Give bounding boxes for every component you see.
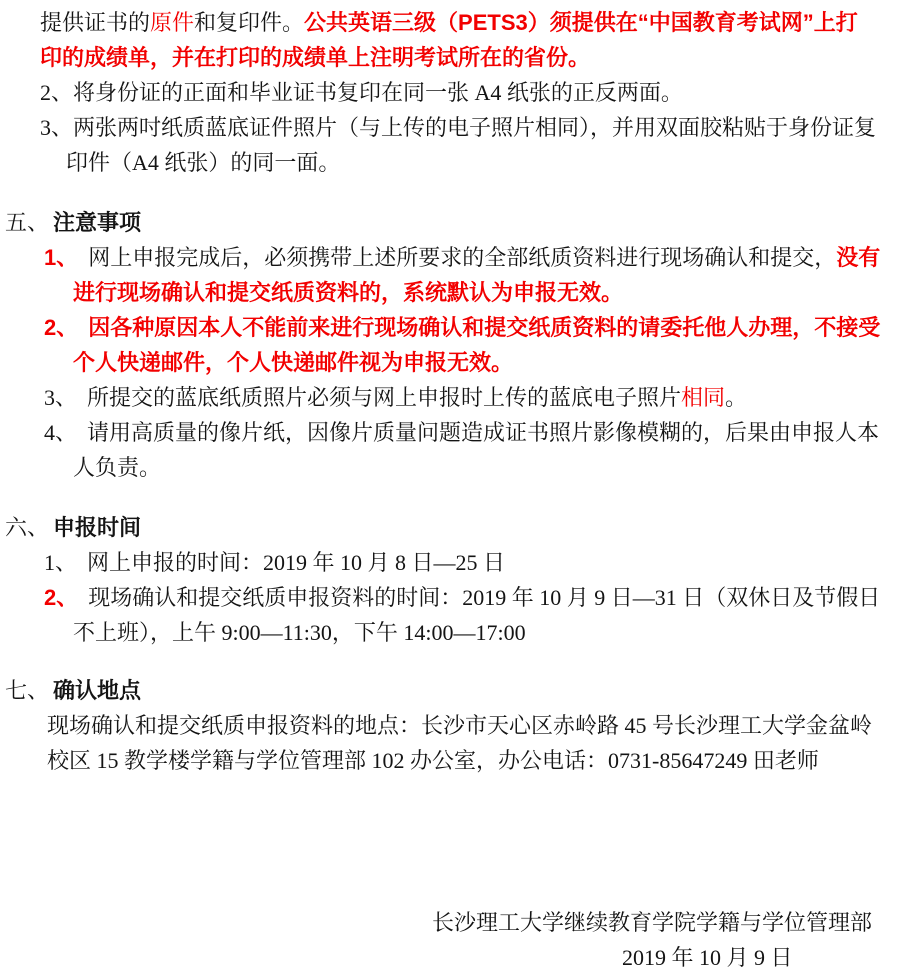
section-5-item-4-line-2: 人负责。 [73, 455, 162, 480]
intro-line-1 [0, 5, 900, 40]
item-text: 网上申报的时间：2019 年 10 月 8 日—25 日 [87, 550, 506, 575]
section-5-item-2-line-2: 个人快递邮件，个人快递邮件视为申报无效。 [73, 350, 514, 375]
section-6-item-2-line-2: 不上班），上午 9:00—11:30，下午 14:00—17:00 [73, 620, 526, 645]
section-6-number: 六、 [5, 515, 50, 540]
item-text: 现场确认和提交纸质申报资料的时间：2019 年 10 月 9 日—31 日（双休日及节假日 [88, 585, 881, 610]
intro-text: 和复印件。 [194, 10, 305, 35]
section-6-title: 申报时间 [53, 515, 142, 540]
intro-text: 提供证书的 [40, 10, 151, 35]
section-7-line-1: 现场确认和提交纸质申报资料的地点：长沙市天心区赤岭路 45 号长沙理工大学金盆岭 [47, 713, 873, 738]
item-text: 所提交的蓝底纸质照片必须与网上申报时上传的蓝底电子照片 [87, 385, 682, 410]
section-7-line-2: 校区 15 教学楼学籍与学位管理部 102 办公室，办公电话：0731-85647249 田老师 [47, 748, 819, 773]
item-number: 2、 [44, 585, 79, 610]
intro-item-2: 2、将身份证的正面和毕业证书复印在同一张 A4 纸张的正反两面。 [40, 80, 683, 105]
section-5-item-4-line-1 [0, 415, 900, 450]
item-number: 2、 [44, 315, 79, 340]
intro-line-2: 印的成绩单，并在打印的成绩单上注明考试所在的省份。 [40, 45, 591, 70]
section-6-item-1 [0, 545, 900, 580]
item-highlight-identical: 相同 [681, 385, 726, 410]
item-red-bold: 没有 [836, 245, 881, 270]
item-number: 3、 [44, 385, 78, 410]
item-text: 。 [725, 385, 748, 410]
section-6-header [0, 510, 900, 545]
section-7-number: 七、 [5, 678, 50, 703]
section-5-title: 注意事项 [53, 210, 142, 235]
intro-item-3-line-1: 3、两张两吋纸质蓝底证件照片（与上传的电子照片相同），并用双面胶粘贴于身份证复 [40, 115, 877, 140]
intro-item-3-line-2: 印件（A4 纸张）的同一面。 [66, 150, 341, 175]
intro-red-bold: 公共英语三级（PETS3）须提供在“中国教育考试网”上打 [304, 10, 858, 35]
section-5-item-3 [0, 380, 900, 415]
signature-date: 2019 年 10 月 9 日 [622, 945, 793, 970]
item-number: 1、 [44, 550, 78, 575]
section-7-title: 确认地点 [53, 678, 142, 703]
intro-highlight-original: 原件 [150, 10, 195, 35]
item-text: 网上申报完成后，必须携带上述所要求的全部纸质资料进行现场确认和提交， [88, 245, 837, 270]
section-5-item-1-line-1 [0, 240, 900, 275]
section-5-item-1-line-2: 进行现场确认和提交纸质资料的，系统默认为申报无效。 [73, 280, 624, 305]
signature-organization: 长沙理工大学继续教育学院学籍与学位管理部 [432, 910, 873, 935]
section-5-item-2-line-1 [0, 310, 900, 345]
section-7-header [0, 673, 900, 708]
section-5-number: 五、 [5, 210, 50, 235]
section-6-item-2-line-1 [0, 580, 900, 615]
section-5-header [0, 205, 900, 240]
item-text: 请用高质量的像片纸，因像片质量问题造成证书照片影像模糊的，后果由申报人本 [87, 420, 880, 445]
item-number: 4、 [44, 420, 78, 445]
item-red-bold: 因各种原因本人不能前来进行现场确认和提交纸质资料的请委托他人办理，不接受 [88, 315, 881, 340]
item-number: 1、 [44, 245, 79, 270]
